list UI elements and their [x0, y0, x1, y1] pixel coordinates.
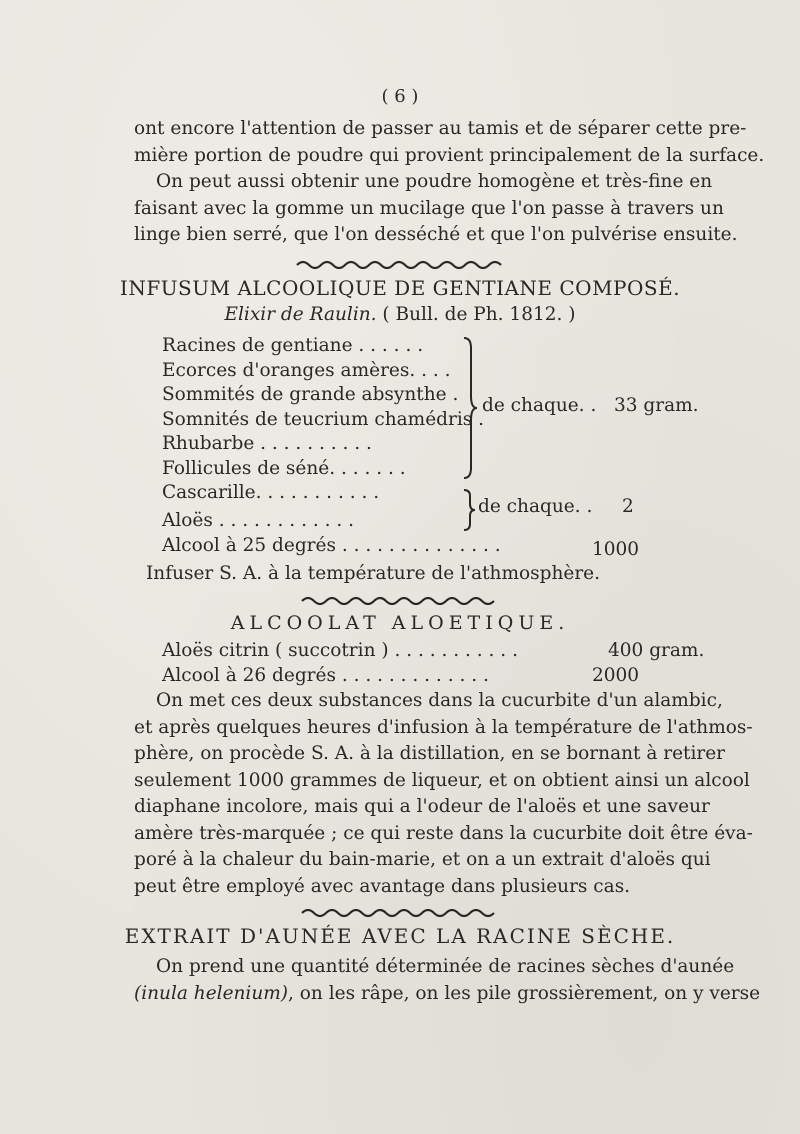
text-line: phère, on procède S. A. à la distillation, en se bornant à retirer	[134, 743, 726, 764]
section-subtitle	[0, 304, 800, 325]
subtitle-reference: ( Bull. de Ph. 1812. )	[382, 304, 576, 325]
text-fragment: , on les râpe, on les pile grossièrement, on y verse	[288, 982, 761, 1004]
text-line: seulement 1000 grammes de liqueur, et on obtient ainsi un alcool	[134, 769, 750, 791]
text-line: poré à la chaleur du bain-marie, et on a un extrait d'aloës qui	[134, 849, 711, 870]
section2-paragraph	[134, 688, 753, 900]
ingredient-list	[162, 334, 501, 558]
group-quantity: 33 gram.	[614, 395, 699, 416]
intro-paragraph	[134, 116, 765, 249]
group-label: de chaque. .	[478, 496, 593, 517]
ingredient-row: Alcool à 26 degrés . . . . . . . . . . . . .	[162, 665, 489, 686]
ingredient-row: Aloës citrin ( succotrin ) . . . . . . . . . . .	[162, 640, 518, 661]
section-title: INFUSUM ALCOOLIQUE DE GENTIANE COMPOSÉ.	[119, 276, 681, 300]
text-line: diaphane incolore, mais qui a l'odeur de l'aloës et une saveur	[134, 796, 710, 817]
text-line	[134, 981, 761, 1008]
subtitle-italic: Elixir de Raulin.	[224, 304, 377, 325]
alcohol-quantity: 1000	[592, 539, 640, 560]
ingredient-row: Rhubarbe . . . . . . . . . .	[162, 433, 372, 454]
ingredient-row: Cascarille. . . . . . . . . . .	[162, 482, 380, 503]
group-label: de chaque. .	[482, 395, 597, 416]
group-quantity: 2	[622, 496, 634, 517]
text-line: On met ces deux substances dans la cucurbite d'un alambic,	[156, 690, 723, 711]
text-line: peut être employé avec avantage dans plusieurs cas.	[134, 875, 631, 897]
text-line: amère très-marquée ; ce qui reste dans la cucurbite doit être éva-	[134, 822, 753, 844]
ingredient-quantity: 400 gram.	[608, 640, 705, 661]
ornament-divider	[0, 904, 800, 923]
ingredient-row: Ecorces d'oranges amères. . . .	[162, 359, 451, 381]
wave-ornament-icon	[300, 595, 500, 607]
text-line: mière portion de poudre qui provient principalement de la surface.	[134, 144, 765, 166]
text-line: On peut aussi obtenir une poudre homogène et très-fine en	[156, 171, 713, 192]
wave-ornament-icon	[295, 259, 505, 271]
ingredient-row: Aloës . . . . . . . . . . . .	[162, 510, 354, 531]
ingredient-row: Racines de gentiane . . . . . .	[162, 335, 424, 356]
right-brace-icon	[462, 336, 478, 480]
ingredient-row: Somnités de teucrium chamédris .	[162, 408, 485, 430]
section-title: EXTRAIT D'AUNÉE AVEC LA RACINE SÈCHE.	[124, 924, 676, 948]
text-line: faisant avec la gomme un mucilage que l'on passe à travers un	[134, 197, 724, 219]
text-line: et après quelques heures d'infusion à la température de l'athmos-	[134, 716, 753, 738]
wave-ornament-icon	[300, 907, 500, 919]
text-line: ont encore l'attention de passer au tamis et de séparer cette pre-	[134, 118, 747, 139]
ingredient-row: Follicules de séné. . . . . . .	[162, 457, 406, 479]
ingredient-row: Sommités de grande absynthe .	[162, 384, 459, 405]
text-line: On prend une quantité déterminée de racines sèches d'aunée	[156, 956, 735, 977]
ornament-divider	[0, 592, 800, 611]
section3-paragraph	[134, 954, 761, 1007]
section-title: ALCOOLAT ALOETIQUE.	[230, 612, 570, 634]
instruction-line: Infuser S. A. à la température de l'athmosphère.	[146, 563, 600, 584]
alcohol-row: Alcool à 25 degrés . . . . . . . . . . . . . .	[162, 534, 501, 556]
page-number: ( 6 )	[381, 86, 419, 107]
ornament-divider	[0, 256, 800, 275]
text-line: linge bien serré, que l'on desséché et que l'on pulvérise ensuite.	[134, 224, 738, 245]
ingredient-quantity: 2000	[592, 665, 640, 686]
right-brace-icon	[462, 488, 476, 532]
latin-name: (inula helenium)	[134, 982, 289, 1004]
